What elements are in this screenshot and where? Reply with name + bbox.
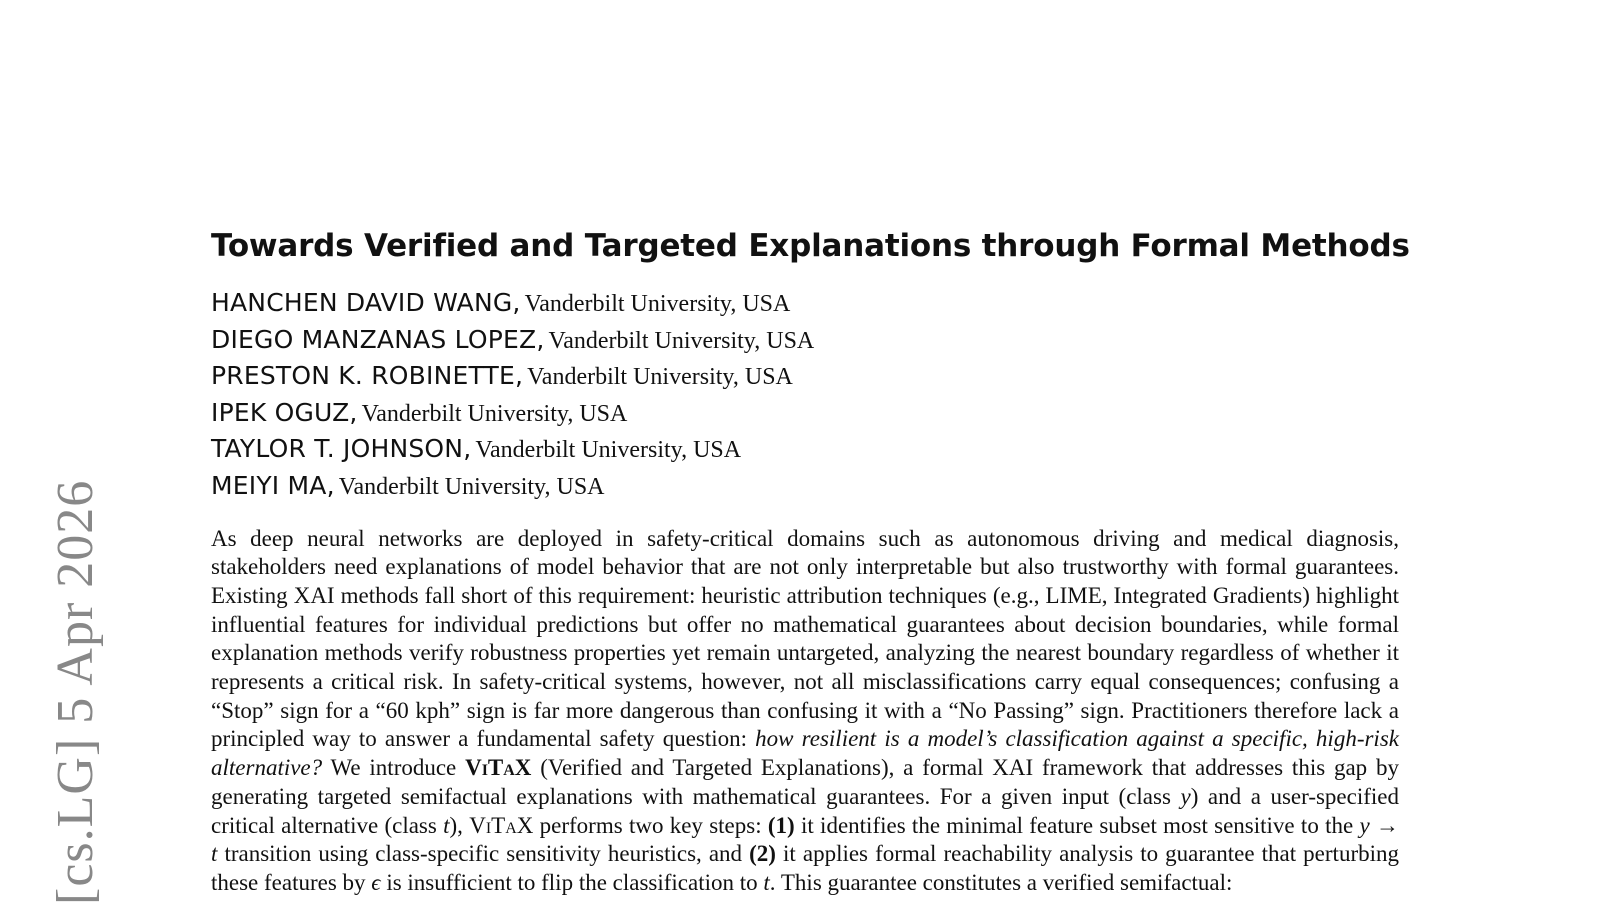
math-var-y: y [1180,783,1191,809]
math-var-epsilon: ϵ [371,870,381,895]
author-affiliation: Vanderbilt University, USA [527,364,793,391]
math-var-t: t [443,812,450,838]
author-name: IPEK OGUZ [211,397,350,427]
math-var-y: y [1359,812,1370,838]
abstract-text: it identifies the minimal feature subset most sensitive to the [794,812,1360,838]
math-var-t: t [211,841,218,867]
abstract-key-question: how resilient is a model’s classification against a specific, high-risk alternative? [211,726,1399,781]
author-affiliation: Vanderbilt University, USA [475,437,742,464]
author-separator: , [463,434,472,464]
author-name: PRESTON K. ROBINETTE [211,361,515,391]
abstract-text: is insufficient to flip the classification to [380,870,764,895]
arxiv-side-stamp: [cs.LG] 5 Apr 2026 [47,479,104,905]
abstract-text: We introduce [322,755,466,781]
author-affiliation: Vanderbilt University, USA [524,291,791,317]
author-entry [211,468,1399,505]
author-separator: , [326,470,335,500]
author-separator: , [514,361,524,391]
author-separator: , [512,288,521,317]
author-name: TAYLOR T. JOHNSON [211,434,464,464]
author-entry [211,431,1399,468]
author-entry [211,322,1399,359]
author-affiliation: Vanderbilt University, USA [338,473,605,500]
abstract-text: it applies formal reachability analysis to guarantee that perturbing these features by [211,841,1399,895]
abstract-text: transition using class-specific sensitivity heuristics, and [217,841,750,867]
abstract-text: performs two key steps: [533,812,768,838]
paper-title: Towards Verified and Targeted Explanations through Formal Methods [211,228,1410,264]
math-var-t: t [763,870,770,895]
abstract-paragraph [211,525,1399,898]
author-entry [211,358,1399,395]
author-entry [211,285,1399,322]
author-name: HANCHEN DAVID WANG [211,288,513,317]
author-entry [211,395,1399,432]
math-arrow: → [1369,812,1399,838]
abstract-text: ) and a user-specified critical alternative (class [211,783,1399,838]
abstract-text: . This guarantee constitutes a verified semifactual: [769,870,1233,895]
author-name: MEIYI MA [211,470,327,500]
author-separator: , [349,397,358,427]
abstract-text: (Verified and Targeted Explanations), a formal XAI framework that addresses this gap by generating targeted semifactual explanations with mathematical guarantees. For a given input (class [211,755,1399,809]
step-marker: (2) [749,841,776,867]
author-list [211,285,1399,505]
author-name: DIEGO MANZANAS LOPEZ [211,324,537,354]
abstract-text: ), [449,812,470,838]
paper-header [211,226,1410,898]
author-affiliation: Vanderbilt University, USA [361,400,628,427]
abstract [211,525,1399,898]
author-separator: , [536,324,545,354]
method-name: ViTaX [465,755,532,781]
method-name: ViTaX [469,812,534,838]
step-marker: (1) [767,812,795,838]
abstract-text: As deep neural networks are deployed in safety-critical domains such as autonomous driving and medical diagnosis, stakeholders need explanations of model behavior that are not only interpretable but also trustworthy with formal guarantees. Existing XAI methods fall short of this requirement: heuristic attribution techniques (e.g., LIME, Integrated Gradients) highlight influential features for individual predictions but offer no mathematical guarantees about decision boundaries, while formal explanation methods verify robustness properties yet remain untargeted, analyzing the nearest boundary regardless of whether it represents a critical risk. In safety-critical systems, however, not all misclassifications carry equal consequences; confusing a “Stop” sign for a “60 kph” sign is far more dangerous than confusing it with a “No Passing” sign. Practitioners therefore lack a principled way to answer a fundamental safety question: [211,525,1399,752]
author-affiliation: Vanderbilt University, USA [548,327,815,354]
